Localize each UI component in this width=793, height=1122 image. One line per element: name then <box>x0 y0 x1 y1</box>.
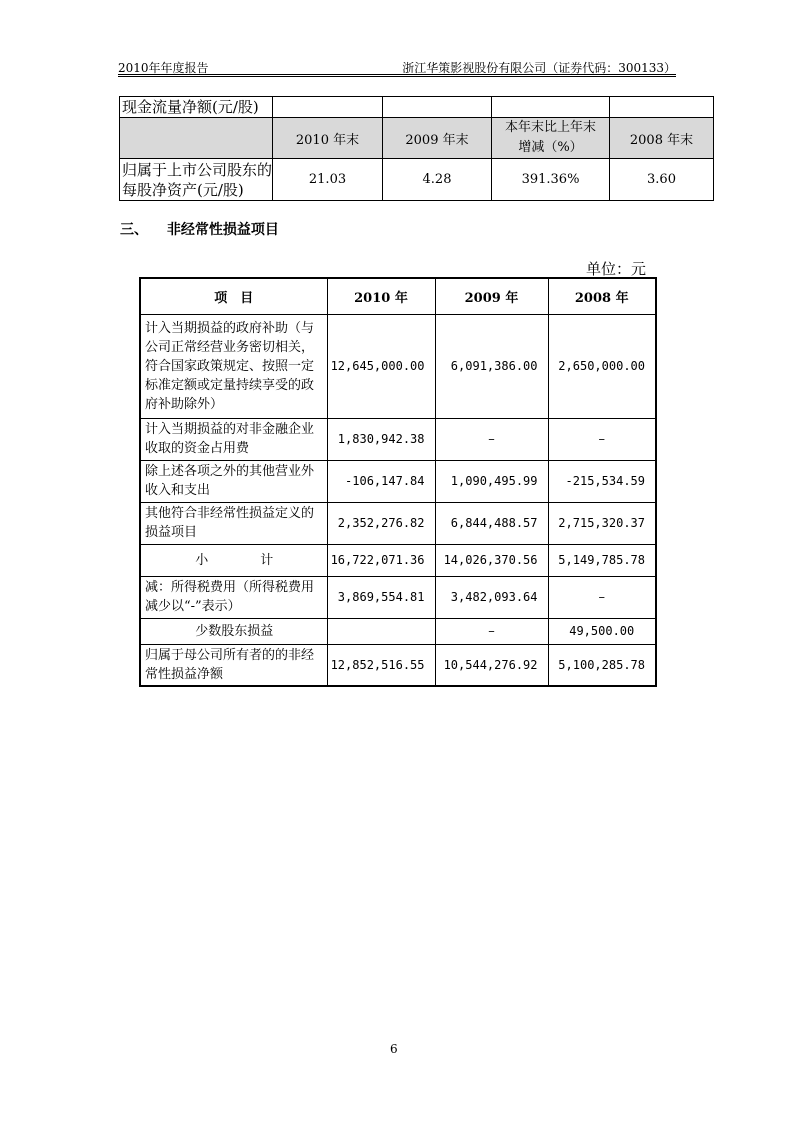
value-2009: 14,026,370.56 <box>435 544 548 576</box>
value-2009: – <box>435 618 548 644</box>
value-2008: – <box>548 418 656 460</box>
table-row <box>140 418 656 460</box>
value-2008: 2,715,320.37 <box>548 502 656 544</box>
header-cell: 2010 年末 <box>273 118 383 159</box>
value-2010: -106,147.84 <box>327 460 435 502</box>
table-header-row <box>140 278 656 314</box>
item-cell: 计入当期损益的对非金融企业收取的资金占用费 <box>140 418 327 460</box>
table-row <box>140 314 656 418</box>
empty-cell <box>492 97 610 118</box>
table-header-row <box>120 118 714 159</box>
header-cell-2009: 2009 年 <box>435 278 548 314</box>
table-row <box>120 97 714 118</box>
value-cell: 4.28 <box>383 159 492 201</box>
header-cell-2010: 2010 年 <box>327 278 435 314</box>
value-2010 <box>327 618 435 644</box>
item-cell: 少数股东损益 <box>140 618 327 644</box>
value-cell: 21.03 <box>273 159 383 201</box>
value-2010: 3,869,554.81 <box>327 576 435 618</box>
table-row <box>140 460 656 502</box>
value-2010: 2,352,276.82 <box>327 502 435 544</box>
item-cell: 其他符合非经常性损益定义的损益项目 <box>140 502 327 544</box>
value-2008: 2,650,000.00 <box>548 314 656 418</box>
subtotal-label: 小 计 <box>140 544 327 576</box>
table-row <box>140 502 656 544</box>
value-2008: -215,534.59 <box>548 460 656 502</box>
cash-flow-label: 现金流量净额(元/股) <box>120 97 273 118</box>
value-2009: 3,482,093.64 <box>435 576 548 618</box>
header-rule <box>118 74 676 75</box>
value-2009: 10,544,276.92 <box>435 644 548 686</box>
table-row <box>140 644 656 686</box>
header-cell-2008: 2008 年 <box>548 278 656 314</box>
report-title: 2010年年度报告 <box>118 61 209 75</box>
empty-cell <box>273 97 383 118</box>
value-2008: 49,500.00 <box>548 618 656 644</box>
value-cell: 3.60 <box>610 159 714 201</box>
value-2010: 12,852,516.55 <box>327 644 435 686</box>
header-cell: 2009 年末 <box>383 118 492 159</box>
value-2008: 5,100,285.78 <box>548 644 656 686</box>
item-cell: 计入当期损益的政府补助（与公司正常经营业务密切相关，符合国家政策规定、按照一定标准定额或定量持续享受的政府补助除外） <box>140 314 327 418</box>
empty-cell <box>383 97 492 118</box>
header-cell: 2008 年末 <box>610 118 714 159</box>
item-cell: 除上述各项之外的其他营业外收入和支出 <box>140 460 327 502</box>
header-rule-double <box>118 76 676 77</box>
unit-label: 单位：元 <box>586 260 647 278</box>
header-cell-item: 项 目 <box>140 278 327 314</box>
value-cell: 391.36% <box>492 159 610 201</box>
value-2010: 16,722,071.36 <box>327 544 435 576</box>
value-2009: – <box>435 418 548 460</box>
section-heading <box>120 219 279 239</box>
value-2010: 1,830,942.38 <box>327 418 435 460</box>
section-title: 非经常性损益项目 <box>166 222 279 238</box>
header-cell: 本年末比上年末增减（%） <box>492 118 610 159</box>
page-header <box>118 56 676 76</box>
company-name: 浙江华策影视股份有限公司（证券代码：300133） <box>402 61 676 75</box>
item-cell: 归属于母公司所有者的的非经常性损益净额 <box>140 644 327 686</box>
section-number: 三、 <box>120 222 148 238</box>
value-2008: 5,149,785.78 <box>548 544 656 576</box>
row-label: 归属于上市公司股东的每股净资产(元/股) <box>120 159 273 201</box>
header-cell-blank <box>120 118 273 159</box>
value-2009: 6,091,386.00 <box>435 314 548 418</box>
table-row <box>140 576 656 618</box>
per-share-table <box>119 96 714 201</box>
value-2009: 6,844,488.57 <box>435 502 548 544</box>
subtotal-row <box>140 544 656 576</box>
non-recurring-items-table <box>139 277 657 687</box>
value-2009: 1,090,495.99 <box>435 460 548 502</box>
item-cell: 减：所得税费用（所得税费用减少以“-”表示） <box>140 576 327 618</box>
empty-cell <box>610 97 714 118</box>
value-2010: 12,645,000.00 <box>327 314 435 418</box>
value-2008: – <box>548 576 656 618</box>
table-row <box>120 159 714 201</box>
page-number: 6 <box>390 1042 398 1056</box>
table-row <box>140 618 656 644</box>
